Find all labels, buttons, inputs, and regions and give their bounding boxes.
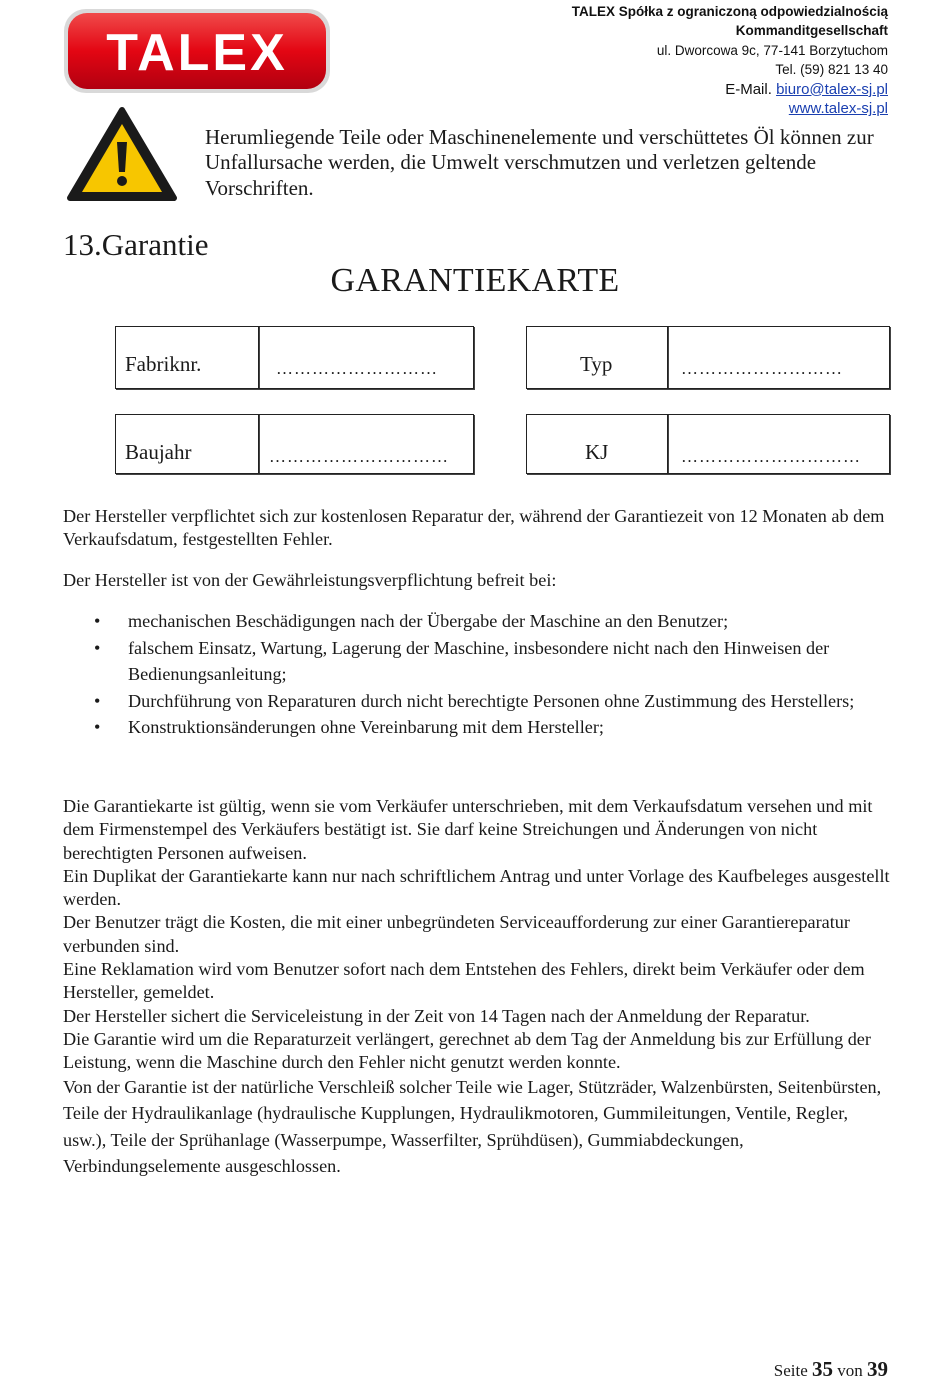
- year-label-box: [115, 414, 259, 474]
- company-name: TALEX Spółka z ograniczoną odpowiedzialnością: [571, 4, 888, 19]
- type-label-box: [526, 326, 668, 389]
- terms-paragraph: Ein Duplikat der Garantiekarte kann nur nach schriftlichem Antrag und unter Vorlage des Kaufbeleges ausgestellt werden.: [63, 865, 890, 910]
- page-number: 35: [812, 1357, 833, 1381]
- section-title: 13.Garantie: [63, 227, 209, 262]
- page-footer: [774, 1357, 888, 1382]
- bullet-icon: •: [94, 690, 101, 711]
- year-label: Baujahr: [125, 440, 192, 464]
- exemption-list: [63, 608, 893, 741]
- type-value: ………………………: [681, 359, 843, 378]
- kj-value: …………………………: [681, 447, 861, 466]
- card-title: GARANTIEKARTE: [330, 262, 620, 299]
- list-item: • mechanischen Beschädigungen nach der Übergabe der Maschine an den Benutzer;: [63, 608, 893, 635]
- intro-paragraph: Der Hersteller verpflichtet sich zur kostenlosen Reparatur der, während der Garantiezeit von 12 Monaten ab dem Verkaufsdatum, festgestellten Fehler.: [63, 506, 885, 550]
- company-email-line: [468, 80, 888, 99]
- company-address: ul. Dworcowa 9c, 77-141 Borzytuchom: [656, 42, 888, 58]
- company-phone: Tel. (59) 821 13 40: [775, 62, 888, 78]
- email-link[interactable]: biuro@talex-sj.pl: [776, 80, 888, 98]
- terms-paragraph: Eine Reklamation wird vom Benutzer sofort nach dem Entstehen des Fehlers, direkt beim Verkäufer oder dem Hersteller, gemeldet.: [63, 959, 865, 1003]
- page-total: 39: [867, 1357, 888, 1381]
- page-word: Seite: [773, 1361, 808, 1380]
- serial-value: ………………………: [276, 359, 438, 378]
- wear-clause: Von der Garantie ist der natürliche Verschleiß solcher Teile wie Lager, Stützräder, Walzenbürsten, Seitenbürsten, Teile der Hydraulikanlage (hydraulische Kupplungen, Hydraulikmotoren, Gummileitungen, Ventile, Regler, usw.), Teile der Sprühanlage (Wasserpumpe, Wasserfilter, Sprühdüsen), Gummiabdeckungen, Verbindungselemente ausgeschlossen.: [63, 1076, 882, 1177]
- serial-value-box[interactable]: [258, 326, 474, 389]
- serial-label: Fabriknr.: [125, 352, 202, 376]
- kj-label-box: [526, 414, 668, 474]
- company-type: Kommanditgesellschaft: [735, 23, 888, 39]
- exemption-intro: Der Hersteller ist von der Gewährleistungsverpflichtung befreit bei:: [63, 570, 557, 590]
- terms-paragraph: Der Hersteller sichert die Serviceleistung in der Zeit von 14 Tagen nach der Anmeldung der Reparatur.: [63, 1005, 810, 1026]
- list-item: • Konstruktionsänderungen ohne Vereinbarung mit dem Hersteller;: [63, 714, 893, 741]
- bullet-icon: •: [94, 717, 101, 737]
- list-item: • Durchführung von Reparaturen durch nicht berechtigte Personen ohne Zustimmung des Herstellers;: [63, 688, 893, 715]
- logo-text: TALEX: [106, 24, 288, 82]
- bullet-icon: •: [94, 637, 101, 658]
- warning-text: Herumliegende Teile oder Maschinenelemente und verschüttetes Öl können zur Unfallursache werden, die Umwelt verschmutzen und verletzen geltende Vorschriften.: [205, 125, 874, 200]
- type-label: Typ: [580, 352, 613, 376]
- warning-triangle-icon: [66, 106, 178, 204]
- company-header: [468, 2, 888, 118]
- website-link[interactable]: www.talex-sj.pl: [788, 100, 888, 118]
- kj-value-box[interactable]: [667, 414, 890, 474]
- list-item: • falschem Einsatz, Wartung, Lagerung der Maschine, insbesondere nicht nach den Hinweisen der Bedienungsanleitung;: [63, 635, 893, 688]
- terms-block: [63, 795, 893, 1180]
- email-label: E-Mail.: [725, 80, 772, 98]
- year-value-box[interactable]: [258, 414, 474, 474]
- company-website-line: [468, 99, 888, 118]
- kj-label: KJ: [585, 440, 609, 464]
- terms-paragraph: Die Garantiekarte ist gültig, wenn sie vom Verkäufer unterschrieben, mit dem Verkaufsdatum versehen und mit dem Firmenstempel des Verkäufers bestätigt ist. Sie darf keine Streichungen und Änderungen von nicht berechtigten Personen aufweisen.: [63, 796, 873, 863]
- of-word: von: [837, 1361, 863, 1380]
- type-value-box[interactable]: [667, 326, 890, 389]
- talex-logo: [63, 8, 331, 94]
- terms-paragraph: Die Garantie wird um die Reparaturzeit verlängert, gerechnet ab dem Tag der Anmeldung bis zur Erfüllung der Leistung, wenn die Maschine durch den Fehler nicht genutzt werden konnte.: [63, 1028, 871, 1073]
- bullet-icon: •: [94, 611, 101, 631]
- serial-label-box: [115, 326, 259, 389]
- year-value: …………………………: [269, 447, 449, 466]
- terms-paragraph: Der Benutzer trägt die Kosten, die mit einer unbegründeten Serviceaufforderung zur einer Garantiereparatur verbunden sind.: [63, 912, 850, 956]
